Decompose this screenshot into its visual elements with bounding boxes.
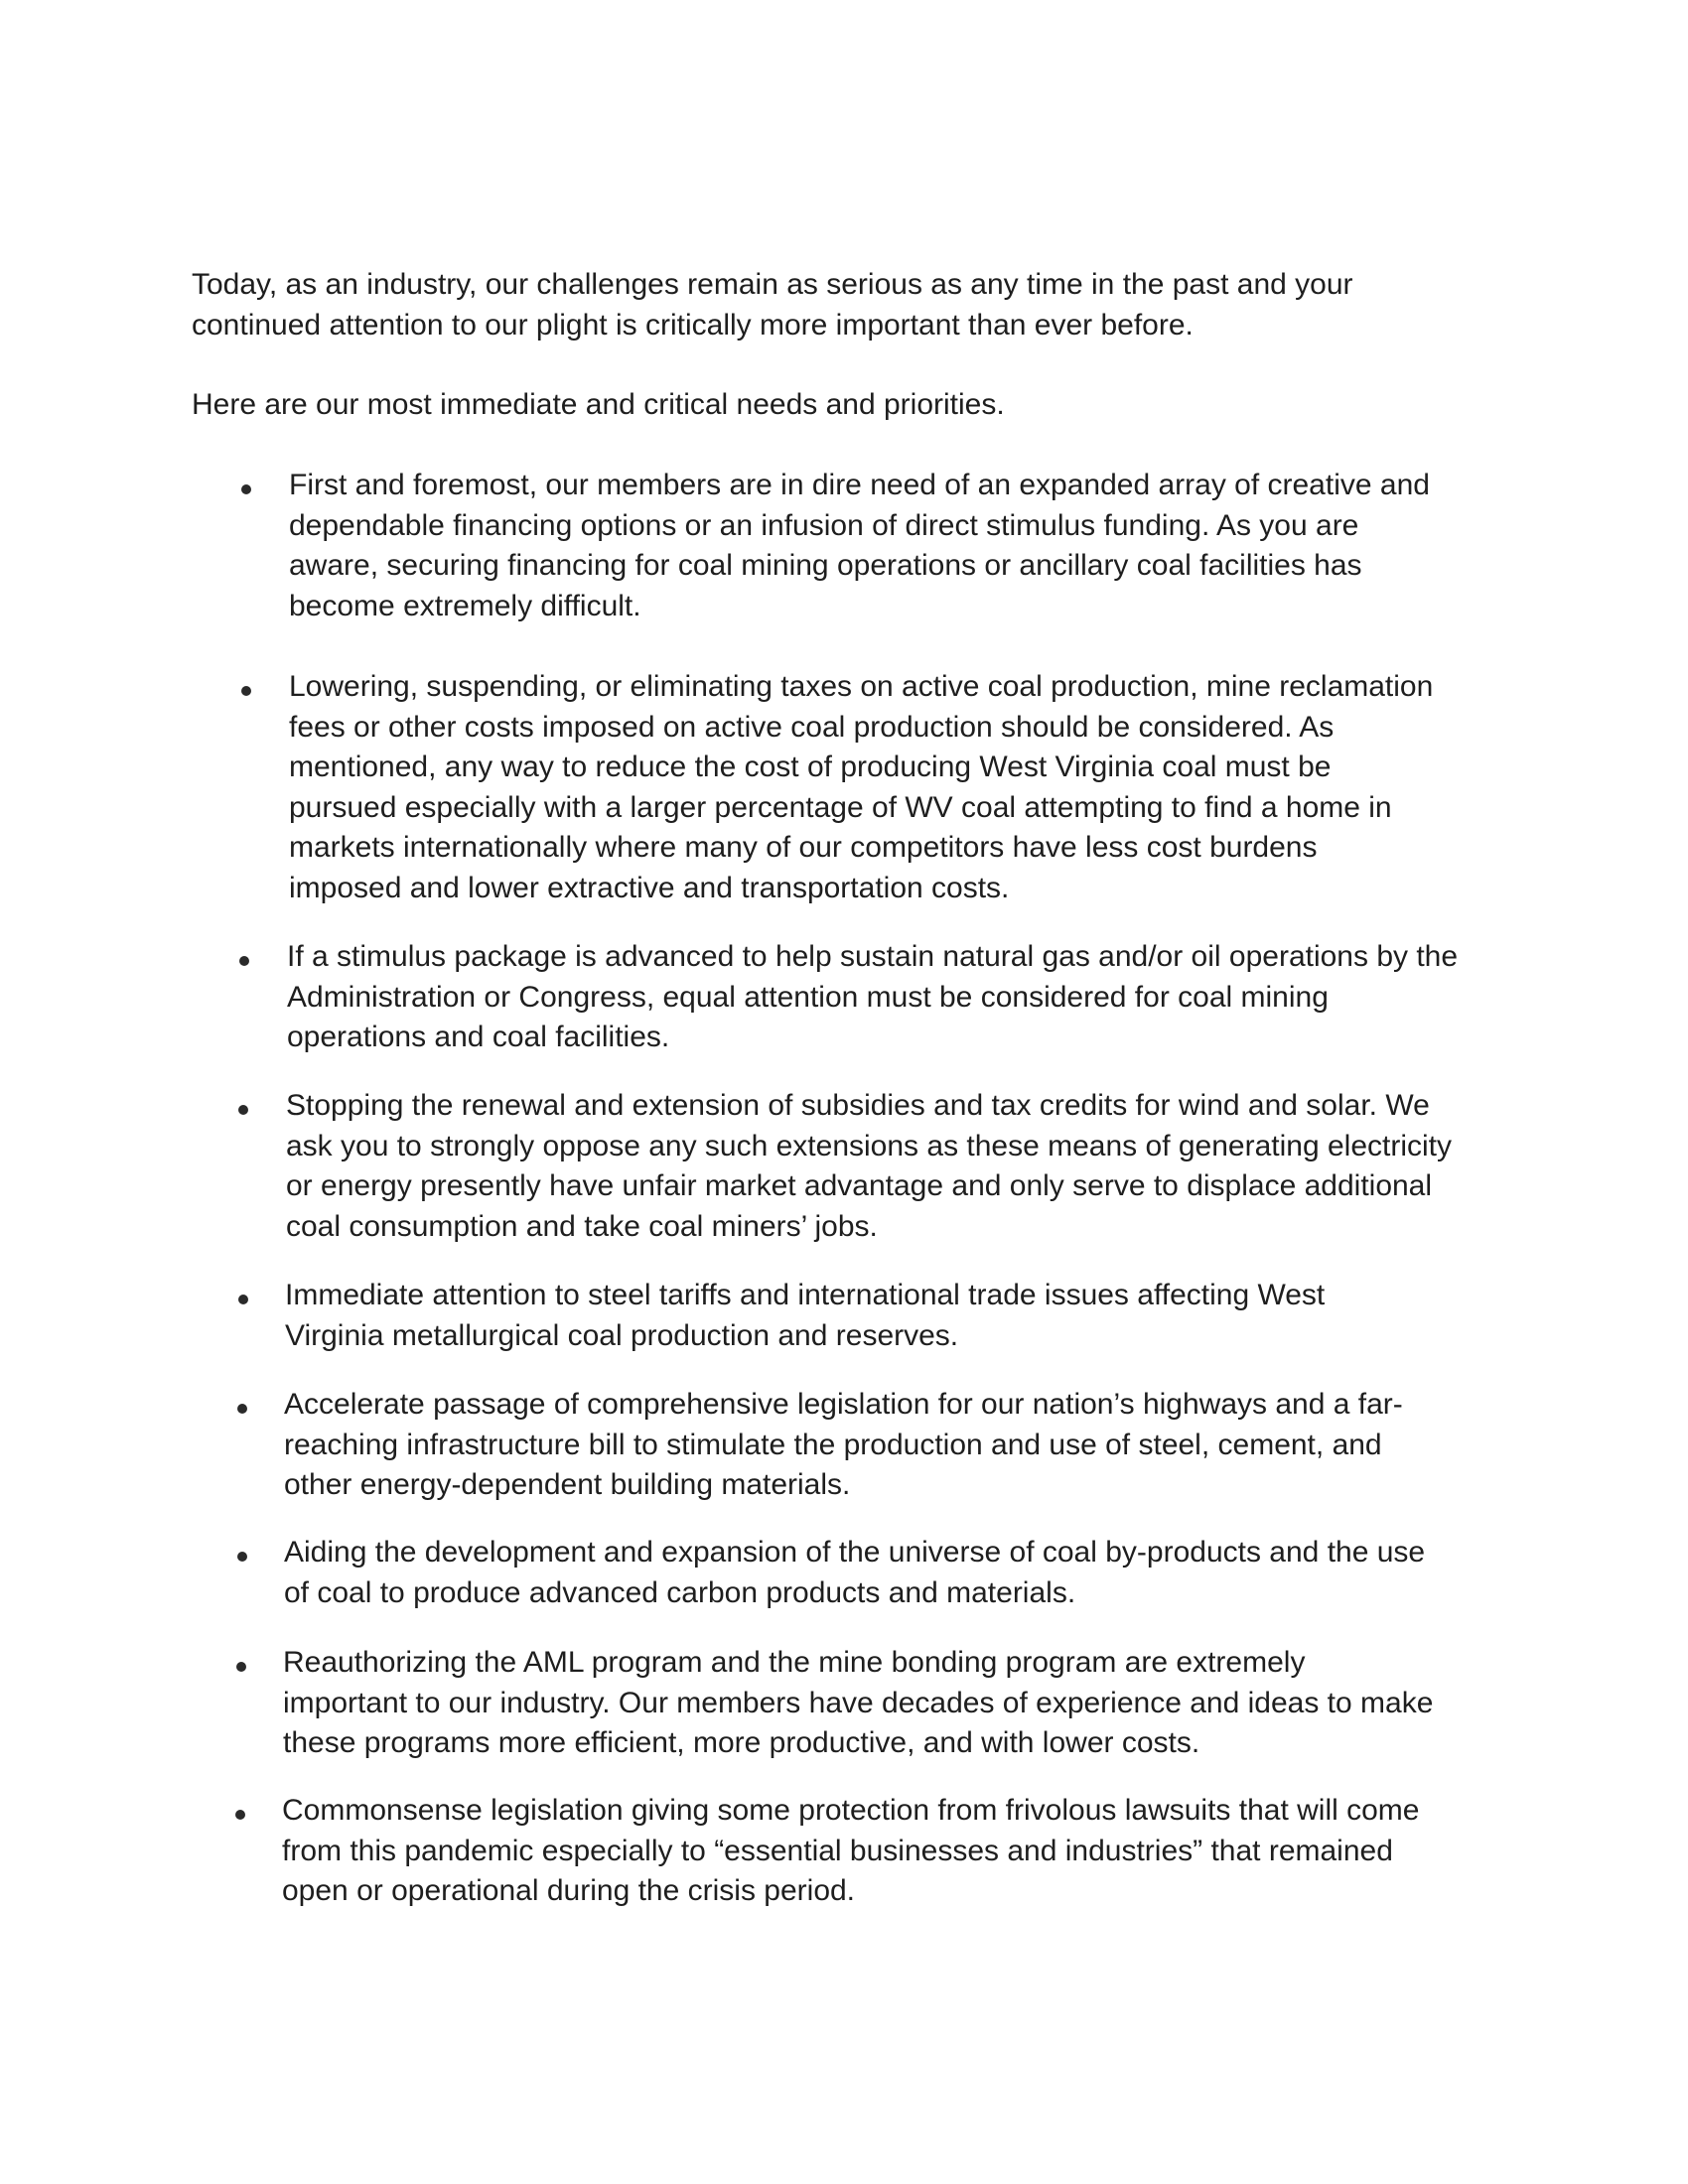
list-item-line: Immediate attention to steel tariffs and international trade issues affecting West	[285, 1279, 1326, 1311]
list-item-text	[289, 667, 1433, 908]
lead-paragraph	[192, 385, 1005, 426]
list-item-line: operations and coal facilities.	[287, 1021, 670, 1053]
list-item-line: Accelerate passage of comprehensive legislation for our nation’s highways and a far-	[284, 1388, 1403, 1421]
lead-line: Here are our most immediate and critical needs and priorities.	[192, 388, 1005, 421]
list-item-line: First and foremost, our members are in dire need of an expanded array of creative and	[289, 469, 1430, 501]
list-item-line: markets internationally where many of our competitors have less cost burdens	[289, 831, 1318, 864]
list-item-line: aware, securing financing for coal mining operations or ancillary coal facilities has	[289, 549, 1362, 582]
list-item-line: of coal to produce advanced carbon products and materials.	[284, 1575, 1076, 1609]
list-item-line: open or operational during the crisis period.	[282, 1874, 856, 1907]
list-item-line: Stopping the renewal and extension of subsidies and tax credits for wind and solar. We	[286, 1089, 1430, 1122]
bullet-icon	[237, 1404, 247, 1414]
list-item-line: from this pandemic especially to “essential businesses and industries” that remained	[282, 1834, 1393, 1867]
list-item-line: fees or other costs imposed on active coal production should be considered. As	[289, 710, 1335, 744]
list-item-line: other energy-dependent building materials.	[284, 1468, 851, 1501]
intro-paragraph	[192, 265, 1353, 345]
bullet-icon	[239, 956, 249, 966]
list-item-line: pursued especially with a larger percentage of WV coal attempting to find a home in	[289, 790, 1392, 824]
list-item-line: If a stimulus package is advanced to help sustain natural gas and/or oil operations by the	[287, 940, 1459, 973]
bullet-icon	[237, 1552, 247, 1562]
list-item-line: Virginia metallurgical coal production and reserves.	[285, 1318, 959, 1352]
list-item-text	[284, 1533, 1425, 1613]
bullet-icon	[241, 686, 251, 696]
bullet-icon	[238, 1105, 248, 1115]
list-item-line: become extremely difficult.	[289, 589, 641, 622]
list-item-line: Administration or Congress, equal attention must be considered for coal mining	[287, 980, 1329, 1014]
list-item-line: important to our industry. Our members have decades of experience and ideas to make	[283, 1686, 1434, 1719]
list-item-line: Reauthorizing the AML program and the mine bonding program are extremely	[283, 1646, 1306, 1679]
list-item-line: or energy presently have unfair market advantage and only serve to displace additional	[286, 1169, 1433, 1202]
list-item-text	[287, 937, 1458, 1058]
list-item-line: Aiding the development and expansion of the universe of coal by-products and the use	[284, 1536, 1426, 1569]
list-item-line: Lowering, suspending, or eliminating taxes on active coal production, mine reclamation	[289, 670, 1434, 703]
list-item-text	[284, 1385, 1403, 1506]
list-item-text	[289, 466, 1430, 626]
list-item-text	[282, 1791, 1419, 1912]
bullet-icon	[236, 1662, 246, 1672]
intro-line: continued attention to our plight is critically more important than ever before.	[192, 308, 1194, 341]
list-item-text	[286, 1086, 1452, 1247]
intro-line: Today, as an industry, our challenges remain as serious as any time in the past and your	[192, 268, 1353, 301]
list-item-text	[285, 1276, 1325, 1356]
list-item-line: imposed and lower extractive and transportation costs.	[289, 871, 1010, 904]
list-item-line: coal consumption and take coal miners’ jobs.	[286, 1209, 878, 1243]
list-item-line: dependable financing options or an infusion of direct stimulus funding. As you are	[289, 508, 1359, 542]
list-item-line: reaching infrastructure bill to stimulate the production and use of steel, cement, and	[284, 1428, 1382, 1461]
list-item-line: mentioned, any way to reduce the cost of producing West Virginia coal must be	[289, 751, 1332, 783]
list-item-line: Commonsense legislation giving some protection from frivolous lawsuits that will come	[282, 1794, 1420, 1827]
list-item-line: these programs more efficient, more productive, and with lower costs.	[283, 1726, 1200, 1759]
bullet-icon	[238, 1295, 248, 1304]
list-item-text	[283, 1643, 1433, 1764]
bullet-icon	[235, 1810, 245, 1820]
bullet-icon	[241, 484, 251, 494]
list-item-line: ask you to strongly oppose any such extensions as these means of generating electricity	[286, 1129, 1452, 1162]
